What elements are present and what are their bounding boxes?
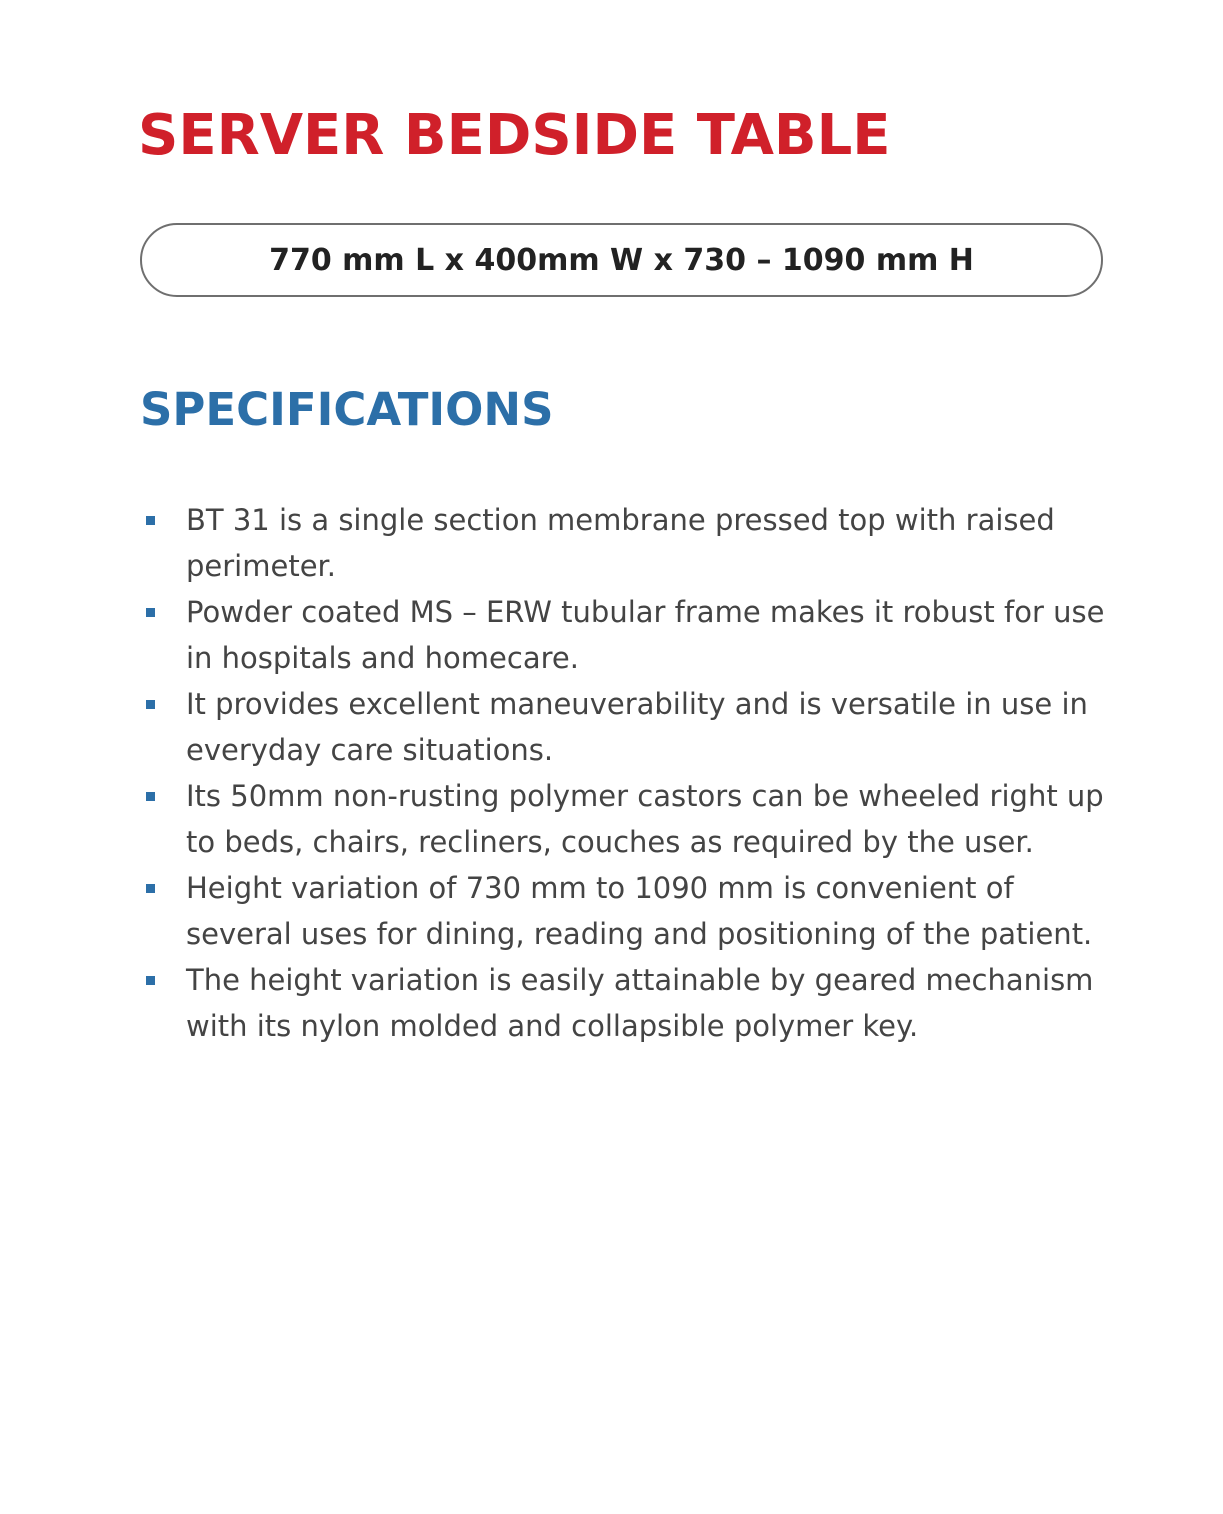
spec-item (140, 957, 1120, 1049)
specifications-heading: SPECIFICATIONS (140, 383, 554, 436)
spec-item-text: BT 31 is a single section membrane pressed top with raised perimeter. (186, 503, 1055, 583)
dimensions-badge (140, 223, 1103, 297)
spec-item (140, 681, 1120, 773)
square-bullet-icon (146, 792, 155, 801)
spec-item (140, 773, 1120, 865)
spec-item (140, 865, 1120, 957)
square-bullet-icon (146, 976, 155, 985)
spec-item-text: Its 50mm non-rusting polymer castors can be wheeled right up to beds, chairs, recliners, couches as required by the user. (186, 779, 1104, 859)
spec-item-text: The height variation is easily attainable by geared mechanism with its nylon molded and collapsible polymer key. (186, 963, 1094, 1043)
square-bullet-icon (146, 516, 155, 525)
dimensions-text: 770 mm L x 400mm W x 730 – 1090 mm H (269, 242, 974, 278)
spec-item (140, 589, 1120, 681)
square-bullet-icon (146, 700, 155, 709)
square-bullet-icon (146, 608, 155, 617)
spec-item-text: It provides excellent maneuverability and is versatile in use in everyday care situations. (186, 687, 1088, 767)
page-title: SERVER BEDSIDE TABLE (138, 103, 891, 168)
specifications-list (140, 497, 1120, 1049)
spec-item-text: Height variation of 730 mm to 1090 mm is convenient of several uses for dining, reading and positioning of the patient. (186, 871, 1093, 951)
spec-item-text: Powder coated MS – ERW tubular frame makes it robust for use in hospitals and homecare. (186, 595, 1105, 675)
square-bullet-icon (146, 884, 155, 893)
spec-item (140, 497, 1120, 589)
